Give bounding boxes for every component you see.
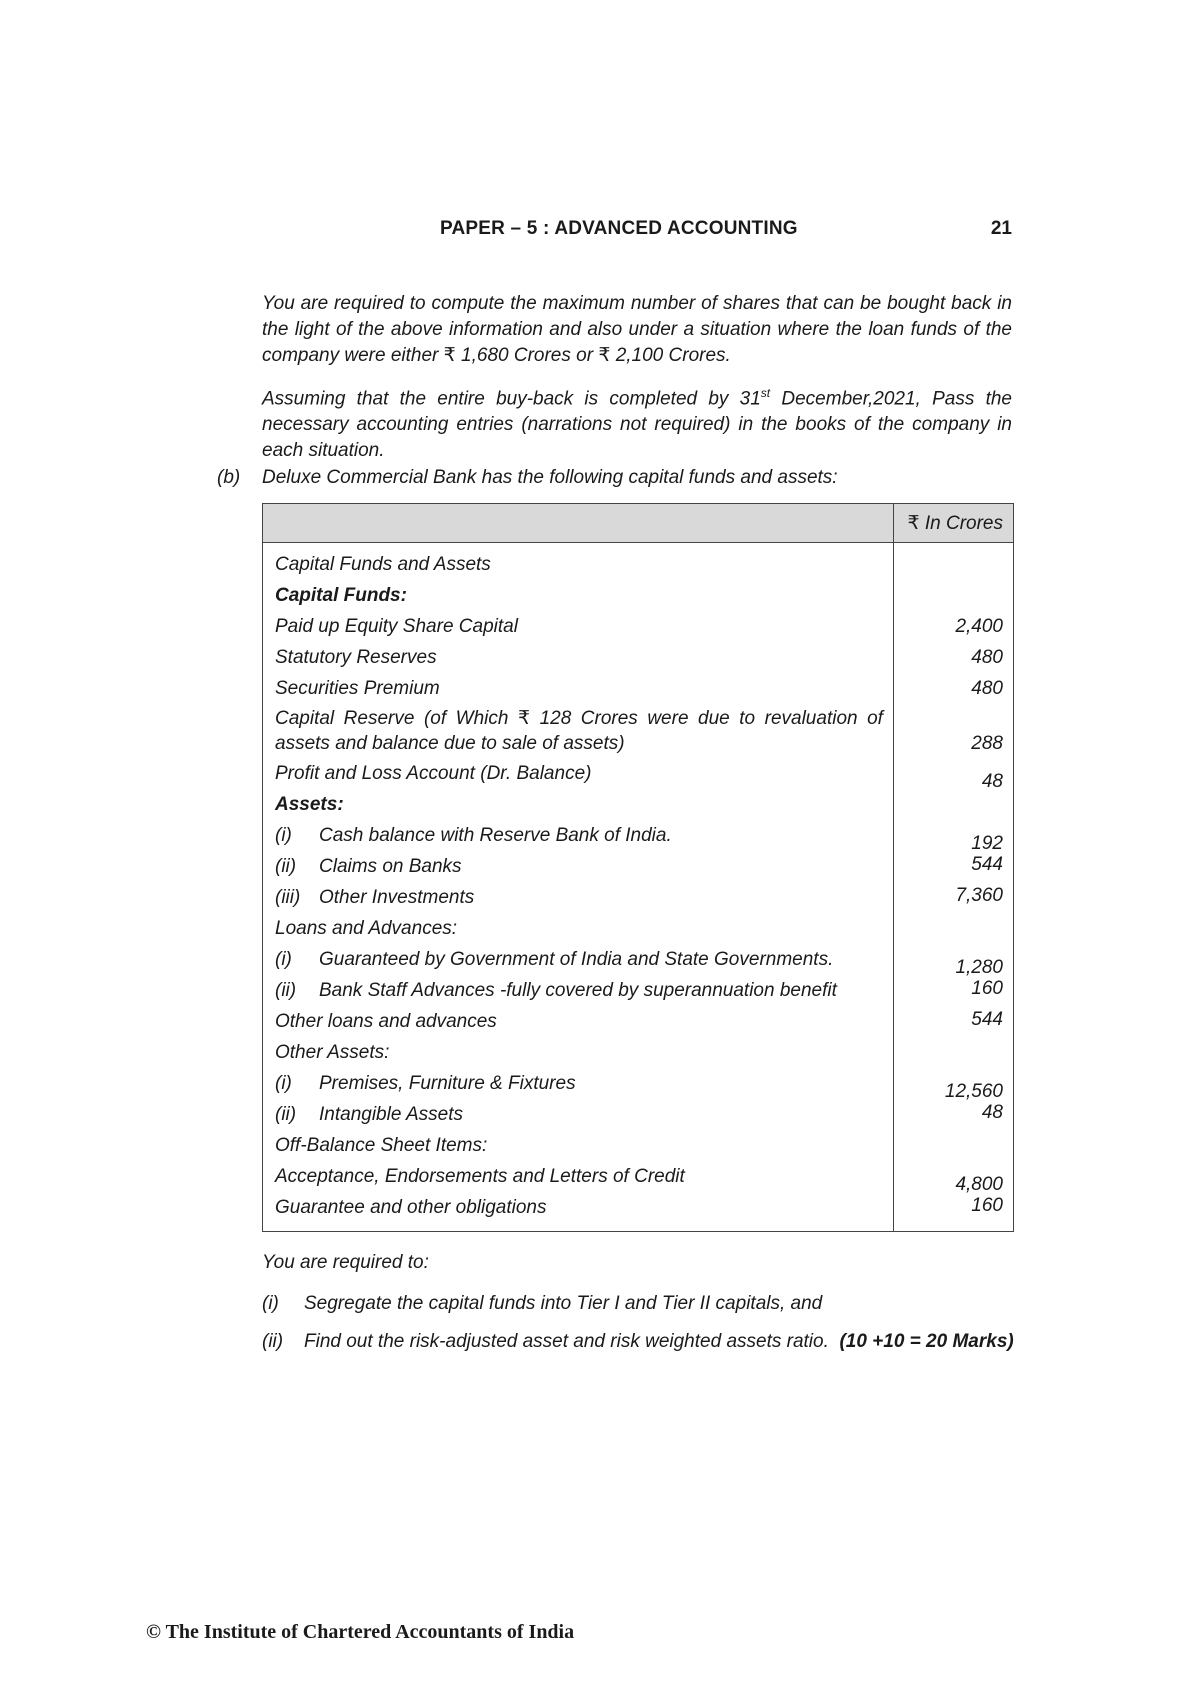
table-row: Guarantee and other obligations <box>275 1197 547 1218</box>
table-value: 480 <box>971 647 1003 668</box>
rupee-symbol: ₹ <box>907 512 920 534</box>
part-b-marker: (b) <box>217 467 241 488</box>
question-paragraph-1: You are required to compute the maximum number of shares that can be bought back in the light of the above information and also under a situation where the loan funds of the company were either ₹ 1,680 Crores or ₹ 2,100 Crores. <box>262 293 1012 366</box>
table-value: 2,400 <box>955 616 1003 637</box>
question-paragraph-2: Assuming that the entire buy-back is completed by 31st December,2021, Pass the necessary accounting entries (narrations not required) in the books of the company in each situation. <box>262 386 1012 462</box>
table-value: 288 <box>971 733 1003 754</box>
label-column <box>263 543 894 1232</box>
table-row: Capital Reserve (of Which ₹ 128 Crores were due to revaluation of assets and balance due to sale of assets) <box>275 708 883 754</box>
value-column <box>893 543 1013 1232</box>
table-row: Securities Premium <box>275 678 440 699</box>
table-row: Statutory Reserves <box>275 647 437 668</box>
section-heading: Capital Funds: <box>275 585 407 606</box>
table-value: 192 <box>971 833 1003 854</box>
table-value: 4,800 <box>955 1174 1003 1195</box>
table-row: (ii) Claims on Banks <box>275 856 462 877</box>
table-row: (i) Premises, Furniture & Fixtures <box>275 1073 576 1094</box>
table-row: (i) Cash balance with Reserve Bank of India. <box>275 825 672 846</box>
table-row: (ii) Intangible Assets <box>275 1104 463 1125</box>
page-header <box>262 218 1012 248</box>
table-value: 48 <box>981 771 1003 792</box>
table-value: 160 <box>971 1195 1003 1216</box>
paper-title: PAPER – 5 : ADVANCED ACCOUNTING <box>440 218 798 239</box>
section-heading: Off-Balance Sheet Items: <box>275 1135 488 1156</box>
page-number: 21 <box>990 218 1012 239</box>
table-value: 48 <box>981 1102 1003 1123</box>
part-b-text: Deluxe Commercial Bank has the following capital funds and assets: <box>262 467 838 488</box>
marks-allocation: (10 +10 = 20 Marks) <box>839 1331 1014 1352</box>
section-heading: Assets: <box>275 794 344 815</box>
table-row: (iii) Other Investments <box>275 887 475 908</box>
table-value: 544 <box>971 1009 1003 1030</box>
copyright-footer: © The Institute of Chartered Accountants of India <box>146 1621 575 1643</box>
table-row: Other loans and advances <box>275 1011 497 1032</box>
table-value: 544 <box>971 854 1003 875</box>
table-row: (ii) Bank Staff Advances -fully covered by superannuation benefit <box>275 980 837 1001</box>
table-row: Capital Funds and Assets <box>275 554 491 575</box>
rupee-symbol: ₹ <box>443 345 456 366</box>
rupee-symbol: ₹ <box>598 345 611 366</box>
capital-funds-table <box>262 503 1014 1232</box>
table-row: Acceptance, Endorsements and Letters of Credit <box>275 1166 685 1187</box>
table-value: 160 <box>971 978 1003 999</box>
rupee-symbol: ₹ <box>517 708 531 729</box>
section-heading: Loans and Advances: <box>275 918 458 939</box>
table-value: 12,560 <box>944 1081 1003 1102</box>
table-value: 480 <box>971 678 1003 699</box>
table-row: Paid up Equity Share Capital <box>275 616 518 637</box>
table-row: (i) Guaranteed by Government of India and State Governments. <box>275 949 834 970</box>
section-heading: Other Assets: <box>275 1042 390 1063</box>
requirements-intro: You are required to: <box>262 1252 429 1273</box>
table-value: 7,360 <box>955 885 1003 906</box>
ordinal-suffix: st <box>760 386 771 400</box>
table-header-blank <box>263 504 894 543</box>
table-header-row <box>263 504 1014 543</box>
unit-header: ₹ In Crores <box>893 504 1013 543</box>
table-row: Profit and Loss Account (Dr. Balance) <box>275 763 592 784</box>
table-value: 1,280 <box>955 957 1003 978</box>
table-body-row <box>263 543 1014 1232</box>
